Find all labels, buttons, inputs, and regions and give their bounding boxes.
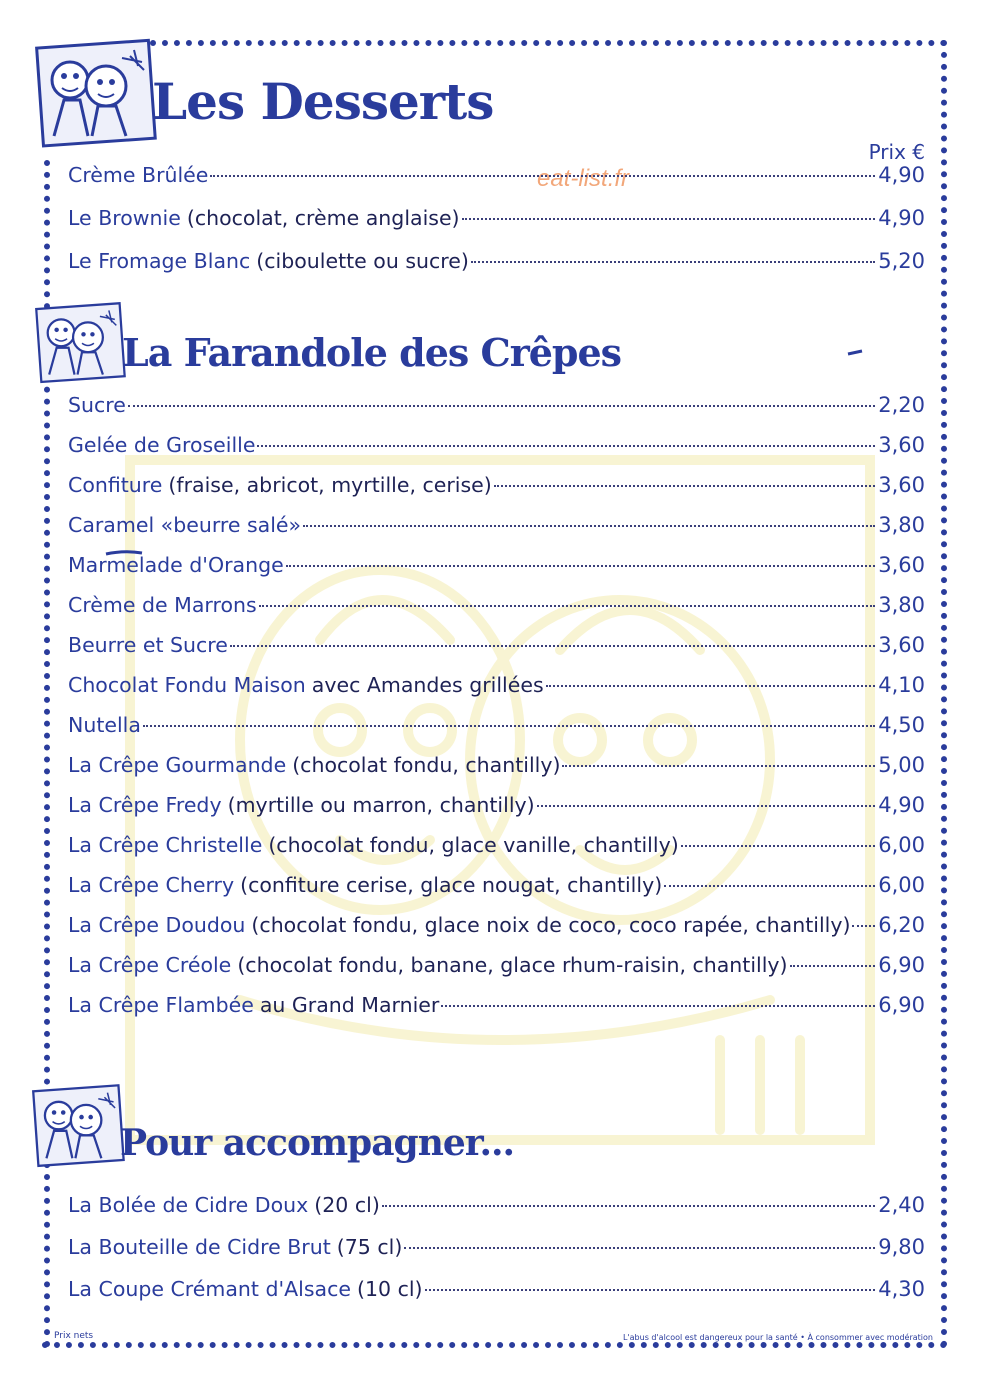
ink-smudge — [846, 348, 864, 358]
footer-note-prices: Prix nets — [54, 1331, 94, 1341]
menu-item-name: Caramel «beurre salé» — [68, 513, 302, 537]
menu-item-price: 4,90 — [878, 206, 925, 230]
mascot-logo-icon — [30, 1082, 130, 1172]
menu-item-detail: au Grand Marnier — [259, 993, 440, 1017]
menu-item — [68, 793, 925, 833]
menu-item-name: Gelée de Groseille — [68, 433, 256, 457]
menu-item-price: 4,90 — [878, 163, 925, 187]
menu-item — [68, 553, 925, 593]
menu-item — [68, 673, 925, 713]
menu-item-detail: (10 cl) — [356, 1277, 423, 1301]
menu-item-name: La Crêpe Christelle — [68, 833, 263, 857]
menu-item-name: Crème de Marrons — [68, 593, 257, 617]
menu-item-price: 6,00 — [878, 833, 925, 857]
site-watermark: eat-list.fr — [537, 165, 630, 192]
menu-item-detail: (75 cl) — [336, 1235, 403, 1259]
menu-item — [68, 913, 925, 953]
dot-leader — [230, 645, 875, 647]
menu-item-name: La Crêpe Gourmande — [68, 753, 287, 777]
menu-item-detail: (chocolat fondu, banane, glace rhum-raisin, chantilly) — [237, 953, 788, 977]
section-title-accompagner: Pour accompagner... — [120, 1122, 515, 1164]
menu-item — [68, 473, 925, 513]
menu-item-price: 4,10 — [878, 673, 925, 697]
menu-item-detail: avec Amandes grillées — [311, 673, 544, 697]
menu-item-price: 6,90 — [878, 953, 925, 977]
dot-leader — [128, 405, 875, 407]
footer-note-alcohol: L'abus d'alcool est dangereux pour la santé • À consommer avec modération — [622, 1333, 933, 1342]
menu-item-name: La Coupe Crémant d'Alsace — [68, 1277, 351, 1301]
dot-leader — [259, 605, 876, 607]
menu-item-name: La Crêpe Créole — [68, 953, 232, 977]
crepes-list — [68, 393, 925, 1033]
section-title-desserts: Les Desserts — [152, 72, 494, 131]
menu-item-name: La Bouteille de Cidre Brut — [68, 1235, 331, 1259]
menu-item-price: 2,40 — [878, 1193, 925, 1217]
menu-item-detail: (confiture cerise, glace nougat, chantilly) — [240, 873, 663, 897]
menu-item-name: La Crêpe Doudou — [68, 913, 246, 937]
dot-leader — [462, 218, 876, 220]
menu-item-price: 3,60 — [878, 433, 925, 457]
dot-leader — [681, 845, 876, 847]
menu-item — [68, 953, 925, 993]
menu-item — [68, 993, 925, 1033]
price-column-header: Prix € — [868, 140, 925, 164]
menu-item — [68, 873, 925, 913]
mascot-logo-icon — [34, 36, 162, 154]
menu-item-price: 3,80 — [878, 513, 925, 537]
menu-item-name: La Crêpe Flambée — [68, 993, 254, 1017]
menu-item-name: La Crêpe Cherry — [68, 873, 235, 897]
menu-item-detail: (ciboulette ou sucre) — [256, 249, 469, 273]
menu-item-name: Le Fromage Blanc — [68, 249, 251, 273]
menu-item — [68, 593, 925, 633]
menu-item — [68, 1193, 925, 1235]
dot-leader — [562, 765, 875, 767]
menu-item-detail: (myrtille ou marron, chantilly) — [227, 793, 535, 817]
dot-leader — [404, 1247, 875, 1249]
menu-item-name: Beurre et Sucre — [68, 633, 228, 657]
dot-leader — [286, 565, 876, 567]
menu-item — [68, 633, 925, 673]
accompagner-list — [68, 1193, 925, 1319]
menu-item-price: 3,60 — [878, 473, 925, 497]
menu-item-price: 3,60 — [878, 633, 925, 657]
menu-item-price: 3,80 — [878, 593, 925, 617]
dot-leader — [303, 525, 875, 527]
mascot-logo-icon — [32, 300, 132, 388]
dot-leader — [425, 1289, 876, 1291]
dot-leader — [471, 261, 875, 263]
dot-leader — [494, 485, 875, 487]
menu-item-price: 6,00 — [878, 873, 925, 897]
menu-item-detail: (chocolat fondu, glace vanille, chantilly) — [268, 833, 679, 857]
menu-item-price: 5,20 — [878, 249, 925, 273]
dot-leader — [210, 175, 875, 177]
menu-item — [68, 833, 925, 873]
menu-item-detail: (fraise, abricot, myrtille, cerise) — [168, 473, 492, 497]
dot-leader — [143, 725, 875, 727]
menu-item-name: Chocolat Fondu Maison — [68, 673, 306, 697]
section-title-crepes: La Farandole des Crêpes — [122, 330, 622, 375]
menu-item — [68, 206, 925, 249]
menu-item — [68, 513, 925, 553]
menu-item-name: Crème Brûlée — [68, 163, 209, 187]
menu-item-detail: (20 cl) — [314, 1193, 380, 1217]
menu-item-name: La Bolée de Cidre Doux — [68, 1193, 309, 1217]
menu-item-detail: (chocolat, crème anglaise) — [186, 206, 460, 230]
menu-item-price: 5,00 — [878, 753, 925, 777]
menu-item-detail: (chocolat fondu, chantilly) — [292, 753, 561, 777]
dot-leader — [664, 885, 875, 887]
frame-border-bottom — [42, 1342, 947, 1348]
menu-item — [68, 753, 925, 793]
dot-leader — [537, 805, 876, 807]
menu-item — [68, 249, 925, 292]
menu-item-name: La Crêpe Fredy — [68, 793, 222, 817]
menu-item — [68, 1277, 925, 1319]
dot-leader — [257, 445, 875, 447]
menu-item-name: Nutella — [68, 713, 141, 737]
desserts-list — [68, 163, 925, 292]
menu-item-price: 4,50 — [878, 713, 925, 737]
menu-item-price: 4,30 — [878, 1277, 925, 1301]
menu-item-price: 3,60 — [878, 553, 925, 577]
menu-item — [68, 163, 925, 206]
menu-item-name: Confiture — [68, 473, 163, 497]
dot-leader — [790, 965, 876, 967]
dot-leader — [382, 1205, 875, 1207]
menu-item-price: 4,90 — [878, 793, 925, 817]
dot-leader — [546, 685, 876, 687]
menu-item-name: Le Brownie — [68, 206, 181, 230]
dot-leader — [441, 1005, 875, 1007]
menu-item — [68, 1235, 925, 1277]
menu-item-price: 6,20 — [878, 913, 925, 937]
menu-item — [68, 393, 925, 433]
frame-border-top — [150, 40, 947, 46]
menu-item-price: 2,20 — [878, 393, 925, 417]
menu-item-price: 9,80 — [878, 1235, 925, 1259]
menu-item — [68, 433, 925, 473]
dot-leader — [852, 925, 875, 927]
menu-item — [68, 713, 925, 753]
menu-item-name: Marmelade d'Orange — [68, 553, 284, 577]
menu-item-price: 6,90 — [878, 993, 925, 1017]
menu-item-detail: (chocolat fondu, glace noix de coco, coco rapée, chantilly) — [251, 913, 851, 937]
menu-item-name: Sucre — [68, 393, 126, 417]
frame-border-right — [941, 40, 947, 1348]
